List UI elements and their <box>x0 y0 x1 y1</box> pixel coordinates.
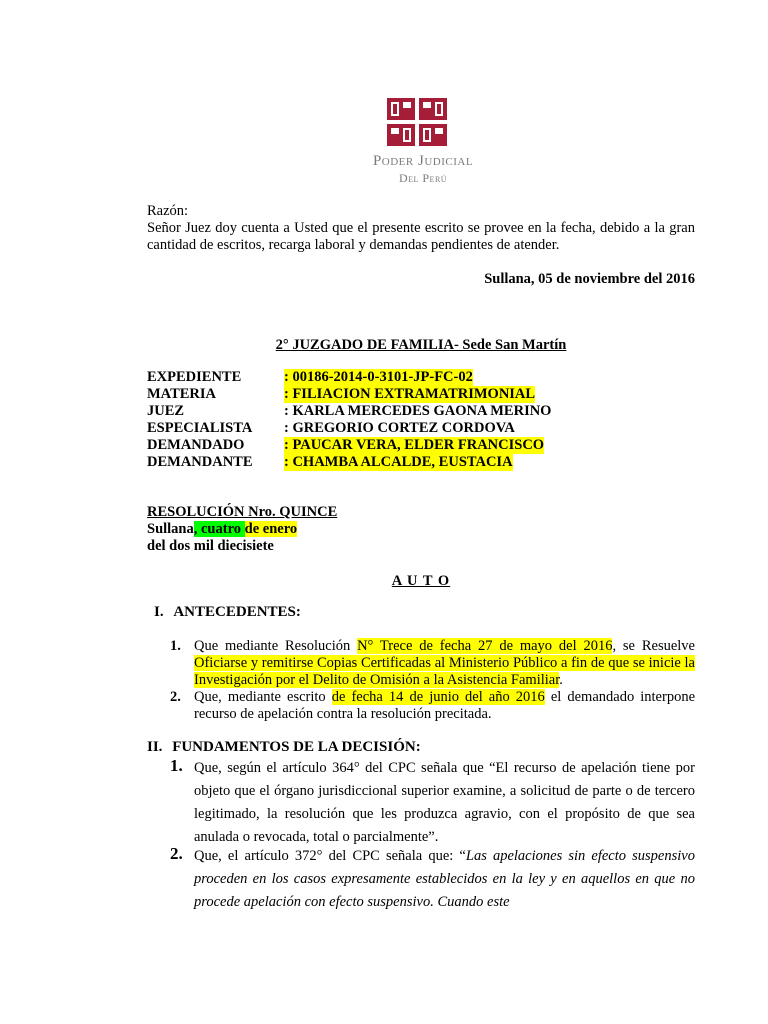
razon-body: Señor Juez doy cuenta a Usted que el presente escrito se provee en la fecha, debido a la gran cantidad de escritos, recarga laboral y demandas pendientes de atender. <box>147 220 695 253</box>
item-highlight: Oficiarse y remitirse Copias Certificadas al Ministerio Público a fin de que se inicie la Investigación por el Delito de Omisión a la Asistencia Familiar <box>194 655 695 688</box>
field-label: EXPEDIENTE <box>147 369 242 385</box>
item-number: 1. <box>170 756 183 775</box>
section-title: ANTECEDENTES: <box>173 604 301 620</box>
resolution-city: Sullana <box>147 521 194 537</box>
poder-judicial-logo <box>350 98 485 188</box>
resolution-date-part1: , cuatro <box>193 521 245 537</box>
section1-item2 <box>194 689 695 723</box>
section-number: I. <box>154 604 164 620</box>
resolution-date <box>147 521 297 538</box>
item-highlight: N° Trece de fecha 27 de mayo del 2016 <box>357 638 613 654</box>
item-text: . <box>559 672 563 688</box>
item-text: Que mediante Resolución <box>194 638 358 654</box>
logo-line1: Poder Judicial <box>372 153 474 169</box>
item-text: , se Resuelve <box>612 638 695 654</box>
field-value: : 00186-2014-0-3101-JP-FC-02 <box>284 369 473 385</box>
section-number: II. <box>147 739 163 755</box>
item-text: el demandado interpone recurso de apelación contra la resolución precitada. <box>194 689 696 722</box>
item-number: 2. <box>170 689 181 705</box>
field-value: : GREGORIO CORTEZ CORDOVA <box>284 420 515 436</box>
field-value: : FILIACION EXTRAMATRIMONIAL <box>284 386 536 402</box>
resolution-date-part2: de enero <box>244 521 298 537</box>
item-number: 2. <box>170 844 183 863</box>
item-number: 1. <box>170 638 181 654</box>
field-value: : KARLA MERCEDES GAONA MERINO <box>284 403 552 419</box>
field-value: : CHAMBA ALCALDE, EUSTACIA <box>284 454 513 470</box>
item-italic-quote: Las apelaciones sin efecto suspensivo proceden en los casos expresamente establecidos en la ley y en aquellos en que no procede apelación con efecto suspensivo. Cuando este <box>194 848 695 910</box>
section2-item2 <box>194 845 695 914</box>
section2-heading <box>147 739 421 756</box>
item-text: Que, mediante escrito <box>194 689 332 705</box>
field-label: DEMANDANTE <box>147 454 253 470</box>
item-highlight: de fecha 14 de junio del año 2016 <box>331 689 545 705</box>
logo-line2: Del Perú <box>398 171 448 185</box>
resolution-year: del dos mil diecisiete <box>147 538 274 554</box>
section1-heading <box>154 604 301 621</box>
field-label: DEMANDADO <box>147 437 245 453</box>
section1-item1 <box>194 638 695 689</box>
field-label: MATERIA <box>147 386 217 402</box>
auto-title: A U T O <box>391 573 451 589</box>
section-title: FUNDAMENTOS DE LA DECISIÓN: <box>172 739 421 755</box>
resolution-title: RESOLUCIÓN Nro. QUINCE <box>147 504 338 520</box>
field-label: JUEZ <box>147 403 185 419</box>
razon-title: Razón: <box>147 203 189 219</box>
field-value: : PAUCAR VERA, ELDER FRANCISCO <box>284 437 545 453</box>
field-label: ESPECIALISTA <box>147 420 253 436</box>
section2-item1: Que, según el artículo 364° del CPC señala que “El recurso de apelación tiene por objeto que el órgano jurisdiccional superior examine, a solicitud de parte o de tercero legitimado, la resolución que les produzca agravio, con el propósito de que sea anulada o revocada, total o parcialmente”. <box>194 760 695 845</box>
date-line: Sullana, 05 de noviembre del 2016 <box>484 271 695 287</box>
logo-emblem-icon <box>387 98 447 146</box>
item-text: Que, el artículo 372° del CPC señala que: “ <box>194 848 466 864</box>
court-title: 2° JUZGADO DE FAMILIA- Sede San Martín <box>275 337 567 353</box>
